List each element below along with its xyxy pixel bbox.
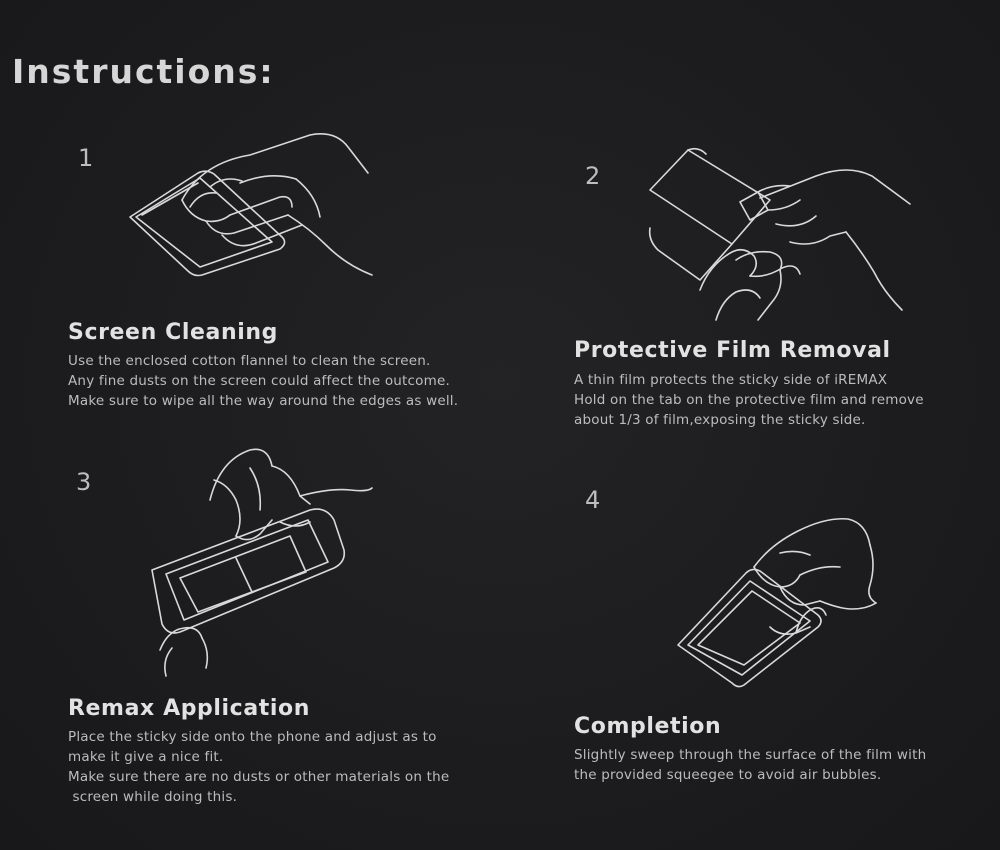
step-description bbox=[574, 745, 926, 785]
step-line: Use the enclosed cotton flannel to clean the screen. bbox=[68, 353, 431, 369]
step-number: 4 bbox=[585, 486, 601, 514]
step-line: make it give a nice fit. bbox=[68, 749, 224, 765]
step-line: A thin film protects the sticky side of iREMAX bbox=[574, 372, 888, 388]
hand-pressing-screen-icon bbox=[670, 505, 900, 695]
step-line: Place the sticky side onto the phone and adjust as to bbox=[68, 729, 437, 745]
step-number: 3 bbox=[76, 468, 92, 496]
step-title: Screen Cleaning bbox=[68, 320, 278, 345]
hands-applying-protector-icon bbox=[140, 440, 390, 680]
step-title: Protective Film Removal bbox=[574, 338, 891, 363]
step-line: screen while doing this. bbox=[68, 789, 238, 805]
step-number: 2 bbox=[585, 162, 601, 190]
step-line: Any fine dusts on the screen could affect the outcome. bbox=[68, 373, 450, 389]
hands-peeling-film-icon bbox=[640, 140, 920, 325]
step-description bbox=[68, 727, 449, 807]
step-title: Completion bbox=[574, 714, 722, 739]
hand-wiping-phone-icon bbox=[120, 125, 380, 285]
step-description bbox=[68, 351, 458, 411]
step-line: the provided squeegee to avoid air bubbles. bbox=[574, 767, 882, 783]
step-line: about 1/3 of film,exposing the sticky side. bbox=[574, 412, 866, 428]
step-line: Slightly sweep through the surface of the film with bbox=[574, 747, 927, 763]
step-title: Remax Application bbox=[68, 696, 311, 721]
step-line: Make sure there are no dusts or other materials on the bbox=[68, 769, 450, 785]
page-title: Instructions: bbox=[12, 52, 275, 91]
step-line: Make sure to wipe all the way around the edges as well. bbox=[68, 393, 459, 409]
step-number: 1 bbox=[78, 144, 94, 172]
step-line: Hold on the tab on the protective film and remove bbox=[574, 392, 924, 408]
step-description bbox=[574, 370, 924, 430]
